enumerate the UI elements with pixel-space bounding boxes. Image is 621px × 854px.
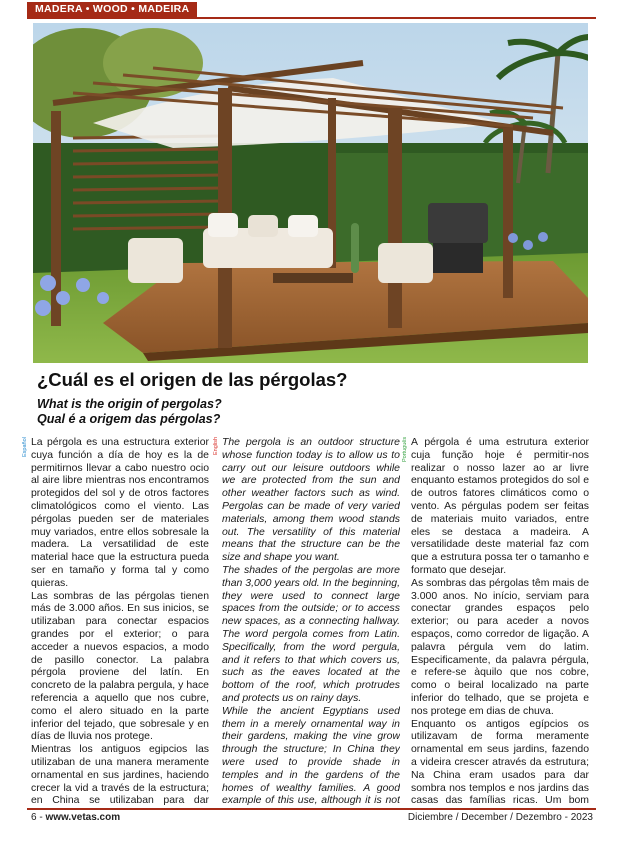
paragraph: Enquanto os antigos egípcios os utilizavam de forma meramente ornamental em seus jardins, fazendo a videira crescer através da estrutura; Na China eram usados para dar sombra nos templos e nos jardins das casas das famílias ricas. Um bom bbox=[411, 718, 589, 807]
article-title: ¿Cuál es el origen de las pérgolas? bbox=[37, 369, 348, 390]
pergola-garden-photo bbox=[33, 23, 588, 363]
section-tag: MADERA • WOOD • MADEIRA bbox=[27, 2, 197, 17]
footer-page bbox=[31, 812, 120, 823]
footer-date: Diciembre / December / Dezembro - 2023 bbox=[407, 812, 593, 823]
article-subtitle-en: What is the origin of pergolas? bbox=[37, 397, 222, 411]
paragraph: As sombras das pérgolas têm mais de 3.000 anos. No início, serviam para conectar grandes espaços pelo exterior; ou para aceder a novos espaços, como corredor de ligação. A palavra pérgula vem do latim. Especificamente, da palavra pérgula, e refere-se àquilo que nos cobre, como o beiral localizado na parte inferior do telhado, que se projeta e nos protege em dias de chuva. bbox=[411, 577, 589, 717]
language-tag-en: English bbox=[213, 437, 219, 456]
language-tag-pt: Português bbox=[402, 437, 408, 463]
top-rule bbox=[27, 17, 596, 19]
page-number: 6 - bbox=[31, 812, 43, 823]
website-link[interactable]: www.vetas.com bbox=[45, 812, 121, 823]
column-portuguese bbox=[411, 437, 589, 807]
paragraph: The shades of the pergolas are more than 3,000 years old. In the beginning, they were used to connect large spaces from the outside; or to access new spaces, as a connecting hallway. The word pergola comes from Latin. Specifically, from the word pergula, and it refers to that which covers us, such as the eaves located at the bottom of the roof, which protrudes and protects us on rainy days. bbox=[222, 564, 400, 704]
language-tag-es: Español bbox=[22, 437, 28, 457]
paragraph: The pergola is an outdoor structure whose function today is to allow us to carry out our leisure outdoors while we are protected from the sun and other weather factors such as wind. Pergolas can be made of very varied materials, among them wood stands out. The versatility of this material means that the structure can be the size and shape you want. bbox=[222, 437, 400, 564]
paragraph: La pérgola es una estructura exterior cuya función a día de hoy es la de permitirnos llevar a cabo nuestro ocio al aire libre mientras nos encontramos protegidos del sol y de otros factores climatológicos como el viento. Las pérgolas pueden ser de materiales muy variados, entre ellos sobresale la madera. La versatilidad de este material hace que la estructura pueda ser en tamaño y forma tal y como quieras. bbox=[31, 437, 209, 589]
paragraph: A pérgola é uma estrutura exterior cuja função hoje é permitir-nos realizar o nosso lazer ao ar livre enquanto estamos protegidos do sol e de outros fatores climáticos como o vento. As pérgulas podem ser feitas de materiais muito variados, entre eles se destaca a madeira. A versatilidade deste material faz com que a estrutura possa ter o tamanho e formato que desejar. bbox=[411, 437, 589, 576]
bottom-rule bbox=[27, 808, 596, 810]
paragraph: While the ancient Egyptians used them in a merely ornamental way in their gardens, making the vine grow through the structure; In China they were used to provide shade in temples and in the gardens of the homes of wealthy families. A good example of this use, although it is not bbox=[222, 705, 400, 807]
column-english bbox=[222, 437, 400, 807]
paragraph: Las sombras de las pérgolas tienen más de 3.000 años. En sus inicios, se utilizaban para conectar espacios grandes por el exterior; o para acceder a nuevos espacios, a modo de pasillo conector. La palabra pérgola proviene del latín. En concreto de la palabra pergula, y hace referencia a aquello que nos cubre, como el alero situado en la parte inferior del tejado, que sobresale y en días de lluvia nos protege. bbox=[31, 590, 209, 743]
article-subtitle-pt: Qual é a origem das pérgolas? bbox=[37, 412, 221, 426]
paragraph: Mientras los antiguos egipcios las utilizaban de una manera meramente ornamental en sus jardines, haciendo crecer la vid a través de la estructura; en China se utilizaban para dar bbox=[31, 744, 209, 807]
column-spanish bbox=[31, 437, 209, 807]
